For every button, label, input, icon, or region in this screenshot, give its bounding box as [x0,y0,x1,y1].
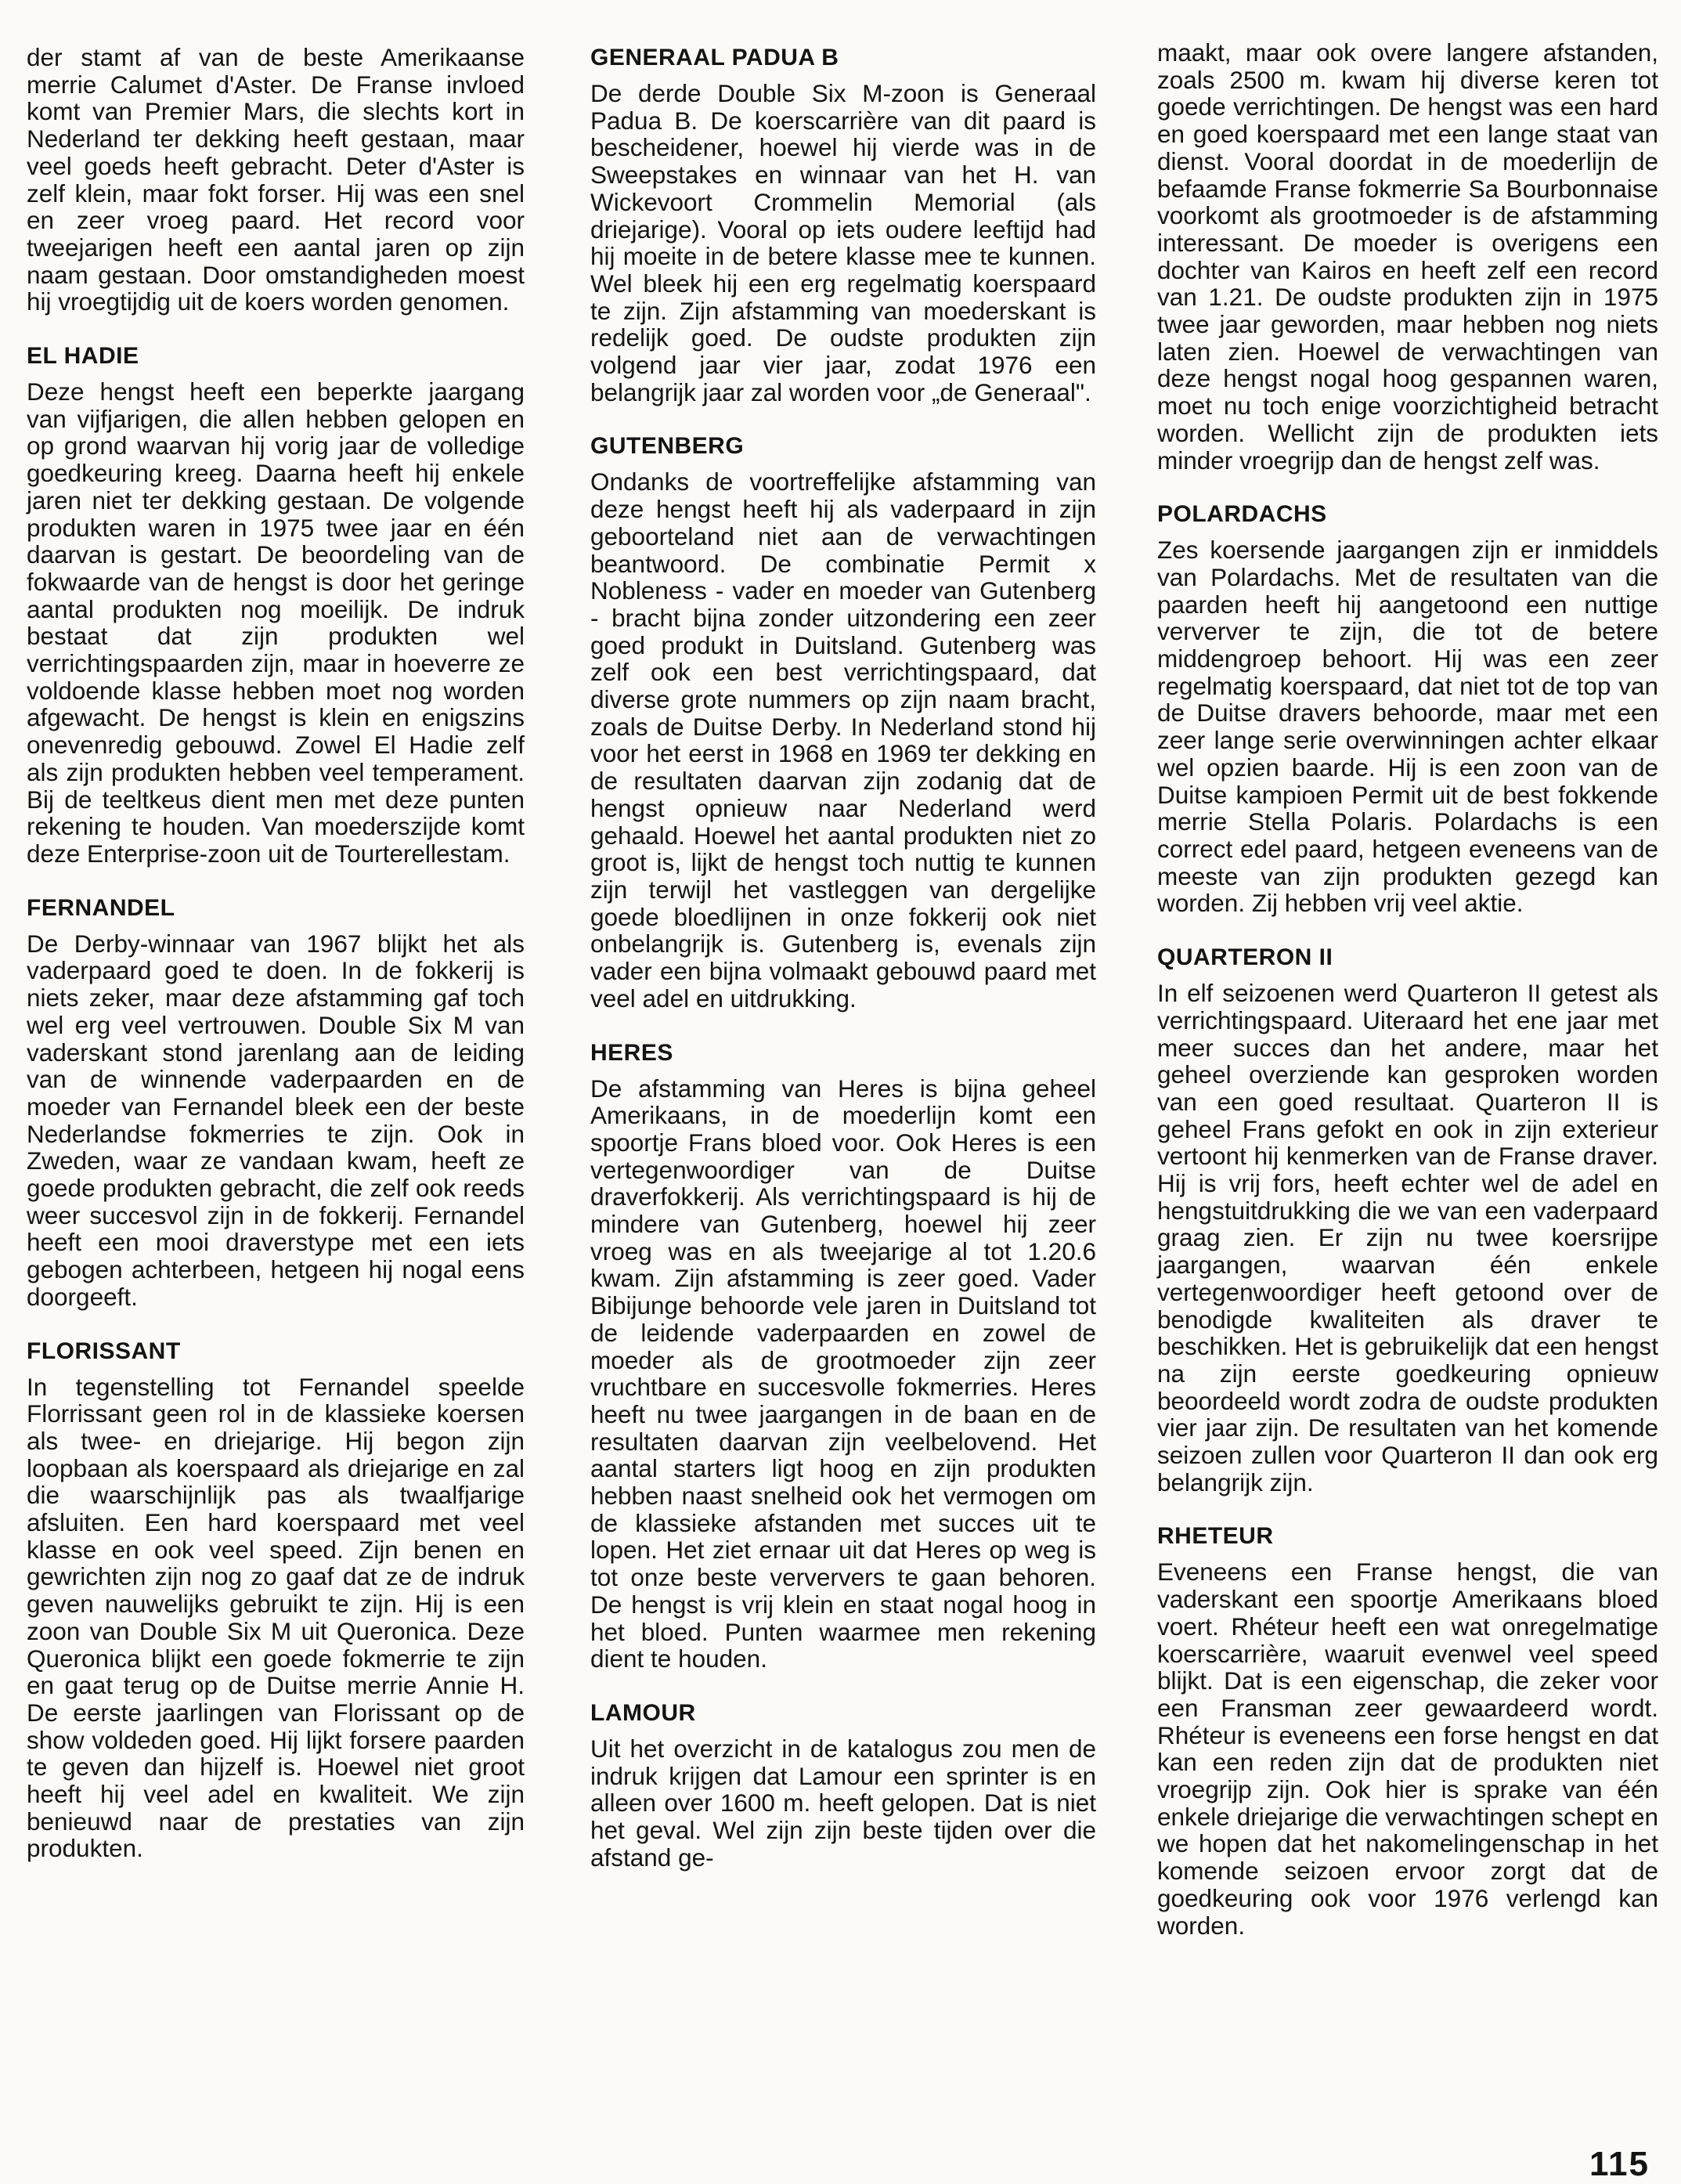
section-body: De afstamming van Heres is bijna geheel Amerikaans, in de moederlijn komt een spoortje Frans bloed voor. Ook Heres is een vertegenwoordiger van de Duitse draverfokkerij. Als verrichtingspaard is hij de mindere van Gutenberg, hoewel hij zeer vroeg was en als tweejarige al tot 1.20.6 kwam. Zijn afstamming is zeer goed. Vader Bibijunge behoorde vele jaren in Duitsland tot de leidende vaderpaarden en zowel de moeder als de grootmoeder zijn zeer vruchtbare en succesvolle fokmerries. Heres heeft nu twee jaargangen in de baan en de resultaten daarvan zijn veelbelovend. Het aantal starters ligt hoog en zijn produkten hebben naast snelheid ook het vermogen om de klassieke afstanden met succes uit te lopen. Het ziet ernaar uit dat Heres op weg is tot onze beste verververs te gaan behoren. De hengst is vrij klein en staat nogal hoog in het bloed. Punten waarmee men rekening dient te houden. [590,1074,1096,1673]
section-body: Zes koersende jaargangen zijn er inmiddels van Polardachs. Met de resultaten van die paarden heeft hij aangetoond een nuttige ververver te zijn, die tot de betere middengroep behoort. Hij was een zeer regelmatig koerspaard, dat niet tot de top van de Duitse dravers behoorde, maar met een zeer lange serie overwinningen achter elkaar wel opzien baarde. Hij is een zoon van de Duitse kampioen Permit uit de best fokkende merrie Stella Polaris. Polardachs is een correct edel paard, hetgeen eveneens van de meeste van zijn produkten gezegd kan worden. Zij hebben vrij veel aktie. [1157,536,1658,918]
section-body: De Derby-winnaar van 1967 blijkt het als vaderpaard goed te doen. In de fokkerij is niets zeker, maar deze afstamming gaf toch wel erg veel vertrouwen. Double Six M van vaderskant stond jarenlang aan de leiding van de winnende vaderpaarden en de moeder van Fernandel bleek een der beste Nederlandse fokmerries te zijn. Ook in Zweden, waar ze vandaan kwam, heeft ze goede produkten gebracht, die zelf ook reeds weer succesvol zijn in de fokkerij. Fernandel heeft een mooi draverstype met een iets gebogen achterbeen, hetgeen hij nogal eens doorgeeft. [27,929,525,1311]
section-lamour [590,1699,1096,1872]
section-heading: GUTENBERG [590,433,745,460]
section-florissant [27,1337,525,1863]
section-heading: HERES [590,1039,673,1066]
section-heading: QUARTERON II [1157,944,1333,971]
section-heading: FLORISSANT [27,1337,181,1364]
column-1 [27,44,525,1862]
section-polardachs [1157,500,1658,917]
paragraph-intro-col1: der stamt af van de beste Amerikaanse merrie Calumet d'Aster. De Franse invloed komt van Premier Mars, die slechts kort in Nederland ter dekking heeft gestaan, maar veel goeds heeft gebracht. Deter d'Aster is zelf klein, maar fokt forser. Hij was een snel en zeer vroeg paard. Het record voor tweejarigen heeft een aantal jaren op zijn naam gestaan. Door omstandigheden moest hij vroegtijdig uit de koers worden genomen. [27,43,525,316]
column-2 [590,44,1096,1871]
section-quarteron-ii [1157,944,1658,1496]
section-heading: FERNANDEL [27,894,175,921]
section-body: De derde Double Six M-zoon is Generaal Padua B. De koerscarrière van dit paard is bescheidener, hoewel hij vierde was in de Sweepstakes en winnaar van het H. van Wickevoort Crommelin Memorial (als driejarige). Vooral op iets oudere leeftijd had hij moeite in de betere klasse mee te kunnen. Wel bleek hij een erg regelmatig koerspaard te zijn. Zijn afstamming van moederskant is redelijk goed. De oudste produkten zijn volgend jaar vier jaar, zodat 1976 een belangrijk jaar zal worden voor „de Generaal". [590,79,1096,406]
section-fernandel [27,894,525,1311]
section-heading: EL HADIE [27,343,139,370]
section-heading: POLARDACHS [1157,501,1327,528]
section-heading: LAMOUR [590,1699,696,1726]
section-body: Deze hengst heeft een beperkte jaargang van vijfjarigen, die allen hebben gelopen en op grond waarvan hij vorig jaar de volledige goedkeuring kreeg. Daarna heeft hij enkele jaren niet ter dekking gestaan. De volgende produkten waren in 1975 twee jaar en één daarvan is gestart. De beoordeling van de fokwaarde van de hengst is door het geringe aantal produkten nog moeilijk. De indruk bestaat dat zijn produkten wel verrichtingspaarden zijn, maar in hoeverre ze voldoende klasse hebben moet nog worden afgewacht. De hengst is klein en enigszins onevenredig gebouwd. Zowel El Hadie zelf als zijn produkten hebben veel temperament. Bij de teeltkeus dient men met deze punten rekening te houden. Van moederszijde komt deze Enterprise-zoon uit de Tourterellestam. [27,377,525,868]
section-rheteur [1157,1522,1658,1939]
column-3 [1157,39,1658,1939]
section-el-hadie [27,342,525,868]
section-gutenberg [590,432,1096,1012]
paragraph-intro-col3: maakt, maar ook overe langere afstanden, zoals 2500 m. kwam hij diverse keren tot goede verrichtingen. De hengst was een hard en goed koerspaard met een lange staat van dienst. Vooral doordat in de moederlijn de befaamde Franse fokmerrie Sa Bourbonnaise voorkomt als grootmoeder is de afstamming interessant. De moeder is overigens een dochter van Kairos en heeft zelf een record van 1.21. De oudste produkten zijn in 1975 twee jaar geworden, maar hebben nog niets laten zien. Hoewel de verwachtingen van deze hengst nogal hoog gespannen waren, moet nu toch enige voorzichtigheid betracht worden. Wellicht zijn de produkten iets minder vroegrijp dan de hengst zelf was. [1157,38,1658,475]
page-number: 115 [1589,2145,1650,2183]
section-body: Ondanks de voortreffelijke afstamming van deze hengst heeft hij als vaderpaard in zijn geboorteland niet aan de verwachtingen beantwoord. De combinatie Permit x Nobleness - vader en moeder van Gutenberg - bracht bijna zonder uitzondering een zeer goed produkt in Duitsland. Gutenberg was zelf ook een best verrichtingspaard, dat diverse grote nummers op zijn naam bracht, zoals de Duitse Derby. In Nederland stond hij voor het eerst in 1968 en 1969 ter dekking en de resultaten daarvan zijn zodanig dat de hengst opnieuw naar Nederland werd gehaald. Hoewel het aantal produkten niet zo groot is, lijkt de hengst toch nuttig te kunnen zijn terwijl het vastleggen van dergelijke goede bloedlijnen in onze fokkerij ook niet onbelangrijk is. Gutenberg is, evenals zijn vader een bijna volmaakt gebouwd paard met veel adel en uitdrukking. [590,467,1096,1013]
section-body: In tegenstelling tot Fernandel speelde Florrissant geen rol in de klassieke koersen als twee- en driejarige. Hij begon zijn loopbaan als koerspaard als driejarige en zal die waarschijnlijk pas als twaalfjarige afsluiten. Een hard koerspaard met veel klasse en ook veel speed. Zijn benen en gewrichten zijn nog zo gaaf dat ze de indruk geven nauwelijks gebruikt te zijn. Hij is een zoon van Double Six M uit Queronica. Deze Queronica blijkt een goede fokmerrie te zijn en gaat terug op de Duitse merrie Annie H. De eerste jaarlingen van Florissant op de show voldeden goed. Hij lijkt forsere paarden te geven dan hijzelf is. Hoewel niet groot heeft hij veel adel en kwaliteit. We zijn benieuwd naar de prestaties van zijn produkten. [27,1372,525,1863]
section-body: In elf seizoenen werd Quarteron II getest als verrichtingspaard. Uiteraard het ene jaar met meer succes dan het andere, maar het geheel overziende kan gesproken worden van een goed resultaat. Quarteron II is geheel Frans gefokt en ook in zijn exterieur vertoont hij kenmerken van de Franse draver. Hij is vrij fors, heeft echter wel de adel en hengstuitdrukking die we van een vaderpaard graag zien. Er zijn nu twee koersrijpe jaargangen, waarvan één enkele vertegenwoordiger heeft getoond over de benodigde kwaliteiten als draver te beschikken. Het is gebruikelijk dat een hengst na zijn eerste goedkeuring opnieuw beoordeeld wordt zodra de oudste produkten vier jaar zijn. De resultaten van het komende seizoen zullen voor Quarteron II dan ook erg belangrijk zijn. [1157,979,1658,1496]
section-heading: RHETEUR [1157,1523,1274,1550]
section-generaal-padua-b [590,44,1096,406]
section-heading: GENERAAL PADUA B [590,45,839,70]
section-heres [590,1039,1096,1673]
section-body: Uit het overzicht in de katalogus zou men de indruk krijgen dat Lamour een sprinter is en alleen over 1600 m. heeft gelopen. Dat is niet het geval. Wel zijn zijn beste tijden over die afstand ge- [590,1734,1096,1872]
section-body: Eveneens een Franse hengst, die van vaderskant een spoortje Amerikaans bloed voert. Rhéteur heeft een wat onregelmatige koerscarrière, waaruit evenwel veel speed blijkt. Dat is een eigenschap, die zeker voor een Fransman zeer gewaardeerd wordt. Rhéteur is eveneens een forse hengst en dat kan een reden zijn dat de produkten niet vroegrijp zijn. Ook hier is sprake van één enkele driejarige die verwachtingen schept en we hopen dat het nakomelingenschap in het komende seizoen ervoor zorgt dat de goedkeuring ook voor 1976 verlengd kan worden. [1157,1558,1658,1940]
